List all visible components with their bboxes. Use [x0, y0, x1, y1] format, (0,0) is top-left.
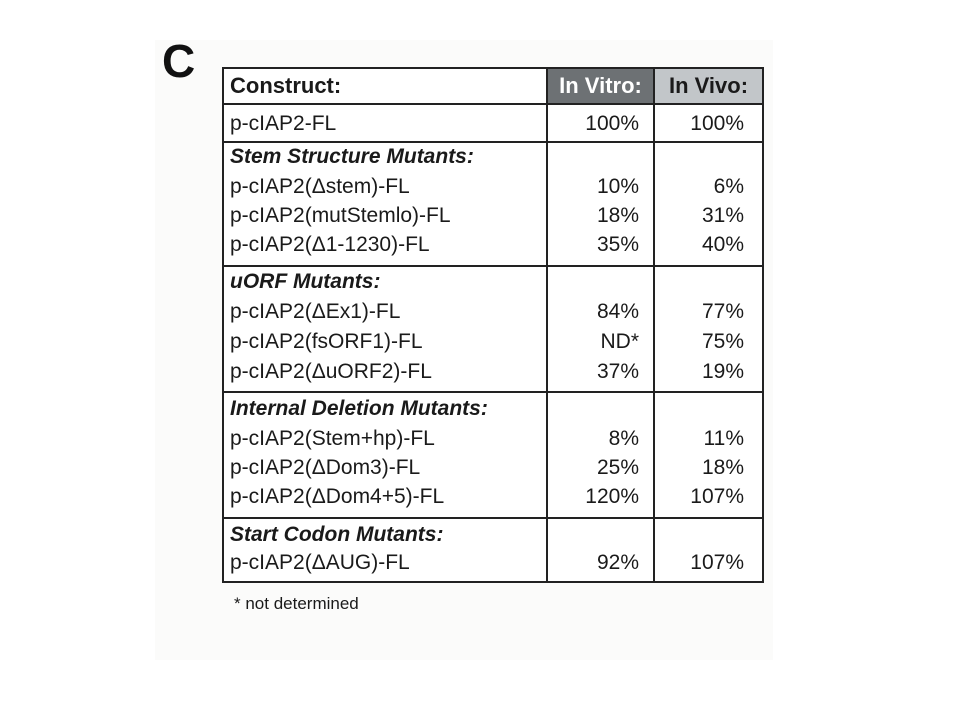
- table-cell-in-vivo: 107%: [690, 551, 744, 574]
- column-header-in-vivo: In Vivo:: [655, 69, 762, 103]
- row-divider: [224, 103, 762, 105]
- table-cell-construct: p-cIAP2(mutStemlo)-FL: [230, 204, 451, 227]
- group-title-start-codon: Start Codon Mutants:: [230, 523, 444, 546]
- table-cell-in-vivo: 107%: [690, 485, 744, 508]
- table-cell-in-vivo: 18%: [701, 456, 744, 479]
- table-cell-in-vitro: 25%: [596, 456, 639, 479]
- panel-label: C: [162, 35, 196, 87]
- row-divider: [224, 517, 762, 519]
- table-cell-in-vivo: 100%: [690, 112, 744, 135]
- group-title-uorf: uORF Mutants:: [230, 270, 381, 293]
- table-cell-in-vitro: 8%: [608, 427, 639, 450]
- table-cell-construct: p-cIAP2(ΔuORF2)-FL: [230, 360, 432, 383]
- row-divider: [224, 265, 762, 267]
- column-divider: [546, 69, 548, 581]
- table-cell-construct: p-cIAP2(Δstem)-FL: [230, 175, 410, 198]
- table-cell-in-vitro: 35%: [596, 233, 639, 256]
- table-cell-construct: p-cIAP2(ΔAUG)-FL: [230, 551, 410, 574]
- table-cell-in-vivo: 75%: [701, 330, 744, 353]
- table-cell-construct: p-cIAP2(fsORF1)-FL: [230, 330, 423, 353]
- table-cell-in-vivo: 77%: [701, 300, 744, 323]
- table-cell-construct: p-cIAP2-FL: [230, 112, 337, 135]
- table-cell-in-vitro: ND*: [600, 330, 639, 353]
- table-cell-construct: p-cIAP2(ΔEx1)-FL: [230, 300, 401, 323]
- table-cell-in-vitro: 84%: [596, 300, 639, 323]
- table-cell-in-vitro: 100%: [585, 112, 639, 135]
- group-title-stem-structure: Stem Structure Mutants:: [230, 145, 474, 168]
- table-cell-in-vivo: 19%: [701, 360, 744, 383]
- table-cell-in-vitro: 18%: [596, 204, 639, 227]
- column-divider: [653, 69, 655, 581]
- table-cell-construct: p-cIAP2(Δ1-1230)-FL: [230, 233, 430, 256]
- table-cell-in-vivo: 40%: [701, 233, 744, 256]
- table-cell-in-vivo: 11%: [703, 427, 744, 450]
- table-cell-in-vivo: 31%: [701, 204, 744, 227]
- results-table: [222, 67, 764, 583]
- table-cell-in-vitro: 10%: [596, 175, 639, 198]
- column-header-construct: Construct:: [230, 73, 342, 98]
- row-divider: [224, 391, 762, 393]
- table-cell-in-vitro: 37%: [596, 360, 639, 383]
- table-cell-construct: p-cIAP2(ΔDom4+5)-FL: [230, 485, 445, 508]
- table-cell-in-vitro: 92%: [596, 551, 639, 574]
- footnote: * not determined: [234, 594, 359, 613]
- table-cell-in-vivo: 6%: [713, 175, 744, 198]
- table-cell-in-vitro: 120%: [585, 485, 639, 508]
- table-cell-construct: p-cIAP2(Stem+hp)-FL: [230, 427, 435, 450]
- column-header-in-vitro: In Vitro:: [548, 69, 653, 103]
- group-title-internal-deletion: Internal Deletion Mutants:: [230, 397, 488, 420]
- table-cell-construct: p-cIAP2(ΔDom3)-FL: [230, 456, 421, 479]
